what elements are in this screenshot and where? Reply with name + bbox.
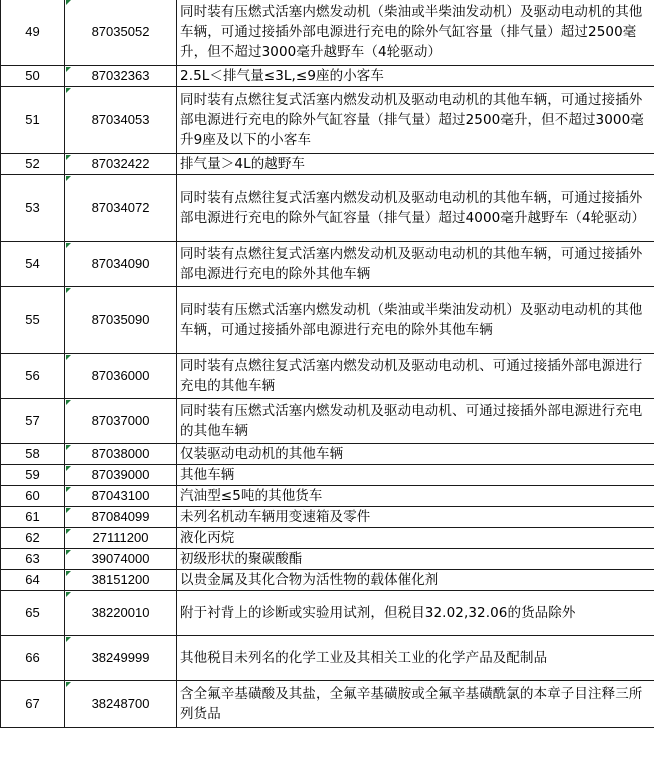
description-cell: 同时装有点燃往复式活塞内燃发动机及驱动电动机的其他车辆，可通过接插外部电源进行充电的除外气缸容量（排气量）超过2500毫升，但不超过3000毫升9座及以下的小客车	[177, 87, 654, 154]
goods-table-body	[1, 0, 654, 728]
description-cell: 液化丙烷	[177, 528, 654, 549]
table-row	[1, 0, 654, 66]
hs-code-cell: 27111200	[65, 528, 177, 549]
table-row	[1, 591, 654, 636]
row-number-cell: 53	[1, 175, 65, 242]
row-number-cell: 60	[1, 486, 65, 507]
description-cell: 同时装有压燃式活塞内燃发动机（柴油或半柴油发动机）及驱动电动机的其他车辆，可通过接插外部电源进行充电的除外其他车辆	[177, 287, 654, 354]
hs-code-cell: 87036000	[65, 354, 177, 399]
row-number-cell: 56	[1, 354, 65, 399]
row-number-cell: 61	[1, 507, 65, 528]
table-row	[1, 636, 654, 681]
hs-code-cell: 87035090	[65, 287, 177, 354]
description-cell: 排气量＞4L的越野车	[177, 154, 654, 175]
hs-code-cell: 87034053	[65, 87, 177, 154]
table-row	[1, 354, 654, 399]
row-number-cell: 63	[1, 549, 65, 570]
description-cell: 同时装有点燃往复式活塞内燃发动机及驱动电动机的其他车辆，可通过接插外部电源进行充电的除外气缸容量（排气量）超过4000毫升越野车（4轮驱动）	[177, 175, 654, 242]
table-row	[1, 87, 654, 154]
row-number-cell: 66	[1, 636, 65, 681]
table-row	[1, 507, 654, 528]
row-number-cell: 59	[1, 465, 65, 486]
row-number-cell: 51	[1, 87, 65, 154]
description-cell: 以贵金属及其化合物为活性物的载体催化剂	[177, 570, 654, 591]
description-cell: 同时装有压燃式活塞内燃发动机及驱动电动机、可通过接插外部电源进行充电的其他车辆	[177, 399, 654, 444]
hs-code-cell: 87039000	[65, 465, 177, 486]
description-cell: 未列名机动车辆用变速箱及零件	[177, 507, 654, 528]
table-row	[1, 175, 654, 242]
hs-code-cell: 87084099	[65, 507, 177, 528]
hs-code-cell: 38151200	[65, 570, 177, 591]
row-number-cell: 52	[1, 154, 65, 175]
row-number-cell: 58	[1, 444, 65, 465]
table-row	[1, 681, 654, 728]
table-row	[1, 486, 654, 507]
row-number-cell: 62	[1, 528, 65, 549]
hs-code-cell: 38249999	[65, 636, 177, 681]
description-cell: 同时装有点燃往复式活塞内燃发动机及驱动电动机、可通过接插外部电源进行充电的其他车辆	[177, 354, 654, 399]
description-cell: 附于衬背上的诊断或实验用试剂，但税目32.02,32.06的货品除外	[177, 591, 654, 636]
row-number-cell: 67	[1, 681, 65, 728]
description-cell: 2.5L＜排气量≤3L,≤9座的小客车	[177, 66, 654, 87]
description-cell: 汽油型≤5吨的其他货车	[177, 486, 654, 507]
hs-code-cell: 87035052	[65, 0, 177, 66]
hs-code-cell: 39074000	[65, 549, 177, 570]
description-cell: 同时装有点燃往复式活塞内燃发动机及驱动电动机的其他车辆，可通过接插外部电源进行充电的除外其他车辆	[177, 242, 654, 287]
hs-code-cell: 38220010	[65, 591, 177, 636]
hs-code-cell: 87034072	[65, 175, 177, 242]
table-row	[1, 465, 654, 486]
row-number-cell: 55	[1, 287, 65, 354]
table-row	[1, 444, 654, 465]
hs-code-cell: 87032422	[65, 154, 177, 175]
hs-code-cell: 87043100	[65, 486, 177, 507]
row-number-cell: 64	[1, 570, 65, 591]
description-cell: 仅装驱动电动机的其他车辆	[177, 444, 654, 465]
description-cell: 同时装有压燃式活塞内燃发动机（柴油或半柴油发动机）及驱动电动机的其他车辆，可通过接插外部电源进行充电的除外气缸容量（排气量）超过2500毫升，但不超过3000毫升越野车（4轮驱动）	[177, 0, 654, 66]
table-row	[1, 242, 654, 287]
table-row	[1, 528, 654, 549]
description-cell: 初级形状的聚碳酸酯	[177, 549, 654, 570]
hs-code-cell: 87032363	[65, 66, 177, 87]
table-row	[1, 66, 654, 87]
table-row	[1, 287, 654, 354]
description-cell: 含全氟辛基磺酸及其盐，全氟辛基磺胺或全氟辛基磺酰氯的本章子目注释三所列货品	[177, 681, 654, 728]
table-row	[1, 154, 654, 175]
hs-code-cell: 87034090	[65, 242, 177, 287]
description-cell: 其他税目未列名的化学工业及其相关工业的化学产品及配制品	[177, 636, 654, 681]
row-number-cell: 54	[1, 242, 65, 287]
row-number-cell: 50	[1, 66, 65, 87]
table-row	[1, 570, 654, 591]
description-cell: 其他车辆	[177, 465, 654, 486]
row-number-cell: 65	[1, 591, 65, 636]
table-row	[1, 399, 654, 444]
row-number-cell: 49	[1, 0, 65, 66]
table-row	[1, 549, 654, 570]
hs-code-cell: 87037000	[65, 399, 177, 444]
hs-code-cell: 87038000	[65, 444, 177, 465]
row-number-cell: 57	[1, 399, 65, 444]
hs-code-cell: 38248700	[65, 681, 177, 728]
